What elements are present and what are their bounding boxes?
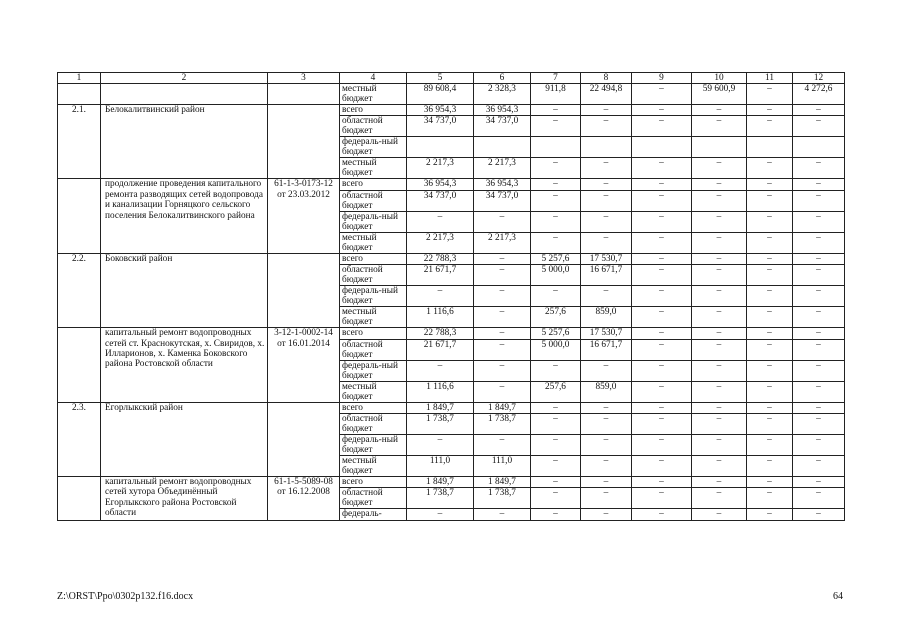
amount-cell: 16 671,7	[581, 339, 632, 360]
amount-cell: –	[692, 179, 747, 190]
amount-cell: –	[581, 179, 632, 190]
amount-cell: –	[747, 84, 793, 105]
column-number: 10	[692, 73, 747, 84]
amount-cell: 22 788,3	[407, 253, 474, 264]
funding-source: федераль-	[340, 509, 407, 520]
funding-source: всего	[340, 477, 407, 488]
amount-cell	[692, 137, 747, 158]
funding-source: областной бюджет	[340, 265, 407, 286]
amount-cell: –	[692, 286, 747, 307]
amount-cell: –	[692, 265, 747, 286]
amount-cell: –	[632, 158, 692, 179]
amount-cell: –	[581, 435, 632, 456]
amount-cell: 111,0	[407, 456, 474, 477]
item-number: 2.3.	[58, 402, 101, 476]
amount-cell: 36 954,3	[474, 105, 531, 116]
amount-cell: –	[407, 360, 474, 381]
amount-cell: –	[793, 265, 845, 286]
amount-cell: –	[581, 158, 632, 179]
item-number	[58, 328, 101, 402]
funding-source: областной бюджет	[340, 116, 407, 137]
amount-cell: 5 000,0	[531, 339, 581, 360]
item-number	[58, 477, 101, 521]
amount-cell: –	[793, 488, 845, 509]
amount-cell	[407, 137, 474, 158]
amount-cell: –	[474, 286, 531, 307]
amount-cell: 1 738,7	[474, 414, 531, 435]
funding-source: местный бюджет	[340, 456, 407, 477]
amount-cell: –	[474, 265, 531, 286]
amount-cell: –	[747, 488, 793, 509]
amount-cell: –	[747, 381, 793, 402]
amount-cell: –	[747, 116, 793, 137]
amount-cell: –	[632, 84, 692, 105]
amount-cell: –	[747, 339, 793, 360]
amount-cell: –	[692, 477, 747, 488]
amount-cell: 911,8	[531, 84, 581, 105]
amount-cell	[581, 137, 632, 158]
amount-cell: –	[793, 360, 845, 381]
funding-source: областной бюджет	[340, 414, 407, 435]
amount-cell: –	[692, 402, 747, 413]
funding-source: местный бюджет	[340, 84, 407, 105]
amount-cell: –	[692, 328, 747, 339]
amount-cell: –	[692, 360, 747, 381]
amount-cell: –	[531, 286, 581, 307]
amount-cell: –	[632, 179, 692, 190]
amount-cell: 5 257,6	[531, 253, 581, 264]
amount-cell: –	[407, 211, 474, 232]
amount-cell: –	[632, 116, 692, 137]
amount-cell: –	[531, 179, 581, 190]
funding-source: всего	[340, 105, 407, 116]
amount-cell: –	[632, 360, 692, 381]
amount-cell: –	[531, 488, 581, 509]
amount-cell: 1 849,7	[407, 402, 474, 413]
amount-cell: 17 530,7	[581, 328, 632, 339]
amount-cell: –	[531, 414, 581, 435]
funding-source: областной бюджет	[340, 488, 407, 509]
funding-source: местный бюджет	[340, 232, 407, 253]
funding-source: местный бюджет	[340, 307, 407, 328]
funding-source: всего	[340, 402, 407, 413]
amount-cell: 17 530,7	[581, 253, 632, 264]
amount-cell: –	[531, 190, 581, 211]
amount-cell: –	[747, 232, 793, 253]
amount-cell: –	[581, 477, 632, 488]
column-number: 1	[58, 73, 101, 84]
amount-cell: 859,0	[581, 381, 632, 402]
funding-source: федераль-ный бюджет	[340, 360, 407, 381]
amount-cell: 1 116,6	[407, 381, 474, 402]
item-number	[58, 179, 101, 253]
amount-cell	[474, 137, 531, 158]
amount-cell: –	[632, 435, 692, 456]
amount-cell: –	[747, 402, 793, 413]
amount-cell: –	[531, 402, 581, 413]
amount-cell: 34 737,0	[407, 190, 474, 211]
amount-cell: –	[692, 158, 747, 179]
amount-cell: –	[793, 307, 845, 328]
document-ref	[268, 84, 340, 105]
table-row	[58, 402, 845, 413]
amount-cell: –	[793, 105, 845, 116]
amount-cell: –	[692, 381, 747, 402]
amount-cell: –	[581, 190, 632, 211]
funding-source: федераль-ный бюджет	[340, 137, 407, 158]
amount-cell: –	[692, 414, 747, 435]
amount-cell: 22 788,3	[407, 328, 474, 339]
amount-cell: –	[581, 402, 632, 413]
amount-cell: –	[747, 307, 793, 328]
amount-cell: 21 671,7	[407, 339, 474, 360]
amount-cell: –	[747, 509, 793, 520]
amount-cell: –	[632, 509, 692, 520]
amount-cell: –	[793, 435, 845, 456]
amount-cell: –	[531, 158, 581, 179]
amount-cell: 36 954,3	[407, 105, 474, 116]
amount-cell: 34 737,0	[474, 116, 531, 137]
table-row	[58, 253, 845, 264]
column-number: 6	[474, 73, 531, 84]
amount-cell: –	[692, 509, 747, 520]
amount-cell: 1 849,7	[474, 477, 531, 488]
document-ref: 3-12-1-0002-14 от 16.01.2014	[268, 328, 340, 402]
amount-cell: –	[581, 414, 632, 435]
amount-cell: 2 217,3	[474, 158, 531, 179]
funding-source: федераль-ный бюджет	[340, 286, 407, 307]
amount-cell: –	[474, 435, 531, 456]
column-number: 7	[531, 73, 581, 84]
funding-source: всего	[340, 179, 407, 190]
amount-cell: –	[793, 232, 845, 253]
amount-cell: –	[747, 158, 793, 179]
amount-cell: –	[632, 190, 692, 211]
amount-cell: –	[632, 232, 692, 253]
amount-cell: 4 272,6	[793, 84, 845, 105]
amount-cell: 2 217,3	[407, 158, 474, 179]
amount-cell: –	[632, 307, 692, 328]
amount-cell: –	[474, 381, 531, 402]
amount-cell: –	[793, 509, 845, 520]
amount-cell: –	[793, 339, 845, 360]
amount-cell: 859,0	[581, 307, 632, 328]
funding-source: областной бюджет	[340, 190, 407, 211]
amount-cell: –	[692, 190, 747, 211]
column-number-header	[58, 73, 845, 84]
amount-cell: –	[407, 435, 474, 456]
amount-cell: –	[407, 286, 474, 307]
amount-cell: 1 738,7	[407, 414, 474, 435]
amount-cell: 34 737,0	[407, 116, 474, 137]
amount-cell: 59 600,9	[692, 84, 747, 105]
amount-cell	[747, 137, 793, 158]
amount-cell: 1 849,7	[474, 402, 531, 413]
amount-cell: –	[632, 456, 692, 477]
amount-cell: –	[474, 328, 531, 339]
amount-cell: –	[581, 211, 632, 232]
column-number: 2	[101, 73, 268, 84]
amount-cell: –	[793, 381, 845, 402]
amount-cell: –	[692, 211, 747, 232]
amount-cell: 2 217,3	[474, 232, 531, 253]
amount-cell: –	[581, 456, 632, 477]
amount-cell: –	[793, 414, 845, 435]
amount-cell: 22 494,8	[581, 84, 632, 105]
amount-cell	[632, 137, 692, 158]
amount-cell: –	[793, 179, 845, 190]
amount-cell: –	[793, 158, 845, 179]
amount-cell: 5 257,6	[531, 328, 581, 339]
amount-cell: 1 738,7	[407, 488, 474, 509]
document-ref	[268, 402, 340, 476]
amount-cell: –	[692, 307, 747, 328]
funding-source: всего	[340, 253, 407, 264]
amount-cell: 1 738,7	[474, 488, 531, 509]
item-name: капитальный ремонт водопроводных сетей хутора Объединённый Егорлыкского района Ростовской области	[101, 477, 268, 521]
amount-cell: –	[692, 488, 747, 509]
item-number: 2.2.	[58, 253, 101, 327]
funding-source: местный бюджет	[340, 381, 407, 402]
amount-cell: –	[632, 253, 692, 264]
item-name: Боковский район	[101, 253, 268, 327]
amount-cell: –	[793, 190, 845, 211]
amount-cell: –	[531, 509, 581, 520]
item-number	[58, 84, 101, 105]
amount-cell	[793, 137, 845, 158]
amount-cell: –	[632, 488, 692, 509]
item-name	[101, 84, 268, 105]
funding-source: федераль-ный бюджет	[340, 435, 407, 456]
amount-cell: –	[747, 360, 793, 381]
item-name: Белокалитвинский район	[101, 105, 268, 179]
column-number: 4	[340, 73, 407, 84]
amount-cell: –	[793, 253, 845, 264]
amount-cell: –	[692, 456, 747, 477]
amount-cell: 36 954,3	[407, 179, 474, 190]
amount-cell: –	[692, 435, 747, 456]
amount-cell: –	[692, 116, 747, 137]
amount-cell: –	[692, 105, 747, 116]
amount-cell: –	[793, 286, 845, 307]
amount-cell: –	[632, 328, 692, 339]
document-ref: 61-1-5-5089-08 от 16.12.2008	[268, 477, 340, 521]
item-number: 2.1.	[58, 105, 101, 179]
item-name: Егорлыкский район	[101, 402, 268, 476]
amount-cell: –	[632, 381, 692, 402]
amount-cell: –	[632, 105, 692, 116]
amount-cell	[531, 137, 581, 158]
amount-cell: –	[474, 339, 531, 360]
amount-cell: –	[747, 179, 793, 190]
amount-cell: –	[747, 253, 793, 264]
column-number: 8	[581, 73, 632, 84]
amount-cell: –	[581, 286, 632, 307]
amount-cell: –	[632, 339, 692, 360]
amount-cell: –	[793, 456, 845, 477]
amount-cell: –	[632, 286, 692, 307]
amount-cell: –	[793, 477, 845, 488]
funding-source: областной бюджет	[340, 339, 407, 360]
amount-cell: –	[793, 402, 845, 413]
amount-cell: –	[474, 360, 531, 381]
amount-cell: –	[531, 105, 581, 116]
amount-cell: –	[747, 190, 793, 211]
amount-cell: –	[692, 253, 747, 264]
amount-cell: 1 849,7	[407, 477, 474, 488]
column-number: 5	[407, 73, 474, 84]
column-number: 3	[268, 73, 340, 84]
amount-cell: –	[531, 211, 581, 232]
funding-source: всего	[340, 328, 407, 339]
amount-cell: –	[632, 402, 692, 413]
amount-cell: –	[407, 509, 474, 520]
file-path-footer: Z:\ORST\Ppo\0302p132.f16.docx	[57, 591, 194, 602]
amount-cell: –	[747, 105, 793, 116]
amount-cell: –	[747, 328, 793, 339]
budget-table	[57, 72, 845, 521]
amount-cell: –	[632, 265, 692, 286]
table-row	[58, 328, 845, 339]
amount-cell: –	[747, 265, 793, 286]
amount-cell: –	[474, 509, 531, 520]
amount-cell: 257,6	[531, 381, 581, 402]
amount-cell: –	[581, 360, 632, 381]
amount-cell: –	[531, 435, 581, 456]
funding-source: федераль-ный бюджет	[340, 211, 407, 232]
amount-cell: 2 217,3	[407, 232, 474, 253]
table-row	[58, 105, 845, 116]
table-body	[58, 73, 845, 521]
document-ref: 61-1-3-0173-12 от 23.03.2012	[268, 179, 340, 253]
amount-cell: 1 116,6	[407, 307, 474, 328]
amount-cell: 2 328,3	[474, 84, 531, 105]
table-row	[58, 84, 845, 105]
amount-cell: 34 737,0	[474, 190, 531, 211]
amount-cell: –	[581, 116, 632, 137]
amount-cell: –	[632, 211, 692, 232]
amount-cell: –	[531, 360, 581, 381]
column-number: 12	[793, 73, 845, 84]
amount-cell: 16 671,7	[581, 265, 632, 286]
amount-cell: –	[474, 307, 531, 328]
amount-cell: –	[581, 232, 632, 253]
table-row	[58, 179, 845, 190]
page-number: 64	[833, 591, 843, 602]
funding-source: местный бюджет	[340, 158, 407, 179]
amount-cell: –	[531, 232, 581, 253]
amount-cell: –	[747, 477, 793, 488]
amount-cell: –	[474, 253, 531, 264]
amount-cell: –	[581, 105, 632, 116]
amount-cell: 21 671,7	[407, 265, 474, 286]
amount-cell: –	[531, 477, 581, 488]
amount-cell: –	[632, 414, 692, 435]
amount-cell: –	[793, 211, 845, 232]
amount-cell: –	[747, 414, 793, 435]
amount-cell: –	[632, 477, 692, 488]
amount-cell: –	[747, 286, 793, 307]
column-number: 9	[632, 73, 692, 84]
amount-cell: –	[793, 328, 845, 339]
item-name: продолжение проведения капитального ремонта разводящих сетей водопровода и канализации Горняцкого сельского поселения Белокалитвинского района	[101, 179, 268, 253]
column-number: 11	[747, 73, 793, 84]
amount-cell: –	[747, 435, 793, 456]
amount-cell: –	[747, 211, 793, 232]
amount-cell: 5 000,0	[531, 265, 581, 286]
table-row	[58, 477, 845, 488]
amount-cell: –	[747, 456, 793, 477]
amount-cell: –	[692, 339, 747, 360]
item-name: капитальный ремонт водопроводных сетей ст. Краснокутская, х. Свиридов, х. Илларионов, х. Каменка Боковского района Ростовской области	[101, 328, 268, 402]
amount-cell: –	[531, 116, 581, 137]
amount-cell: 111,0	[474, 456, 531, 477]
amount-cell: 36 954,3	[474, 179, 531, 190]
amount-cell: 89 608,4	[407, 84, 474, 105]
amount-cell: –	[581, 488, 632, 509]
document-ref	[268, 253, 340, 327]
amount-cell: 257,6	[531, 307, 581, 328]
amount-cell: –	[692, 232, 747, 253]
amount-cell: –	[581, 509, 632, 520]
amount-cell: –	[474, 211, 531, 232]
amount-cell: –	[793, 116, 845, 137]
amount-cell: –	[531, 456, 581, 477]
document-ref	[268, 105, 340, 179]
